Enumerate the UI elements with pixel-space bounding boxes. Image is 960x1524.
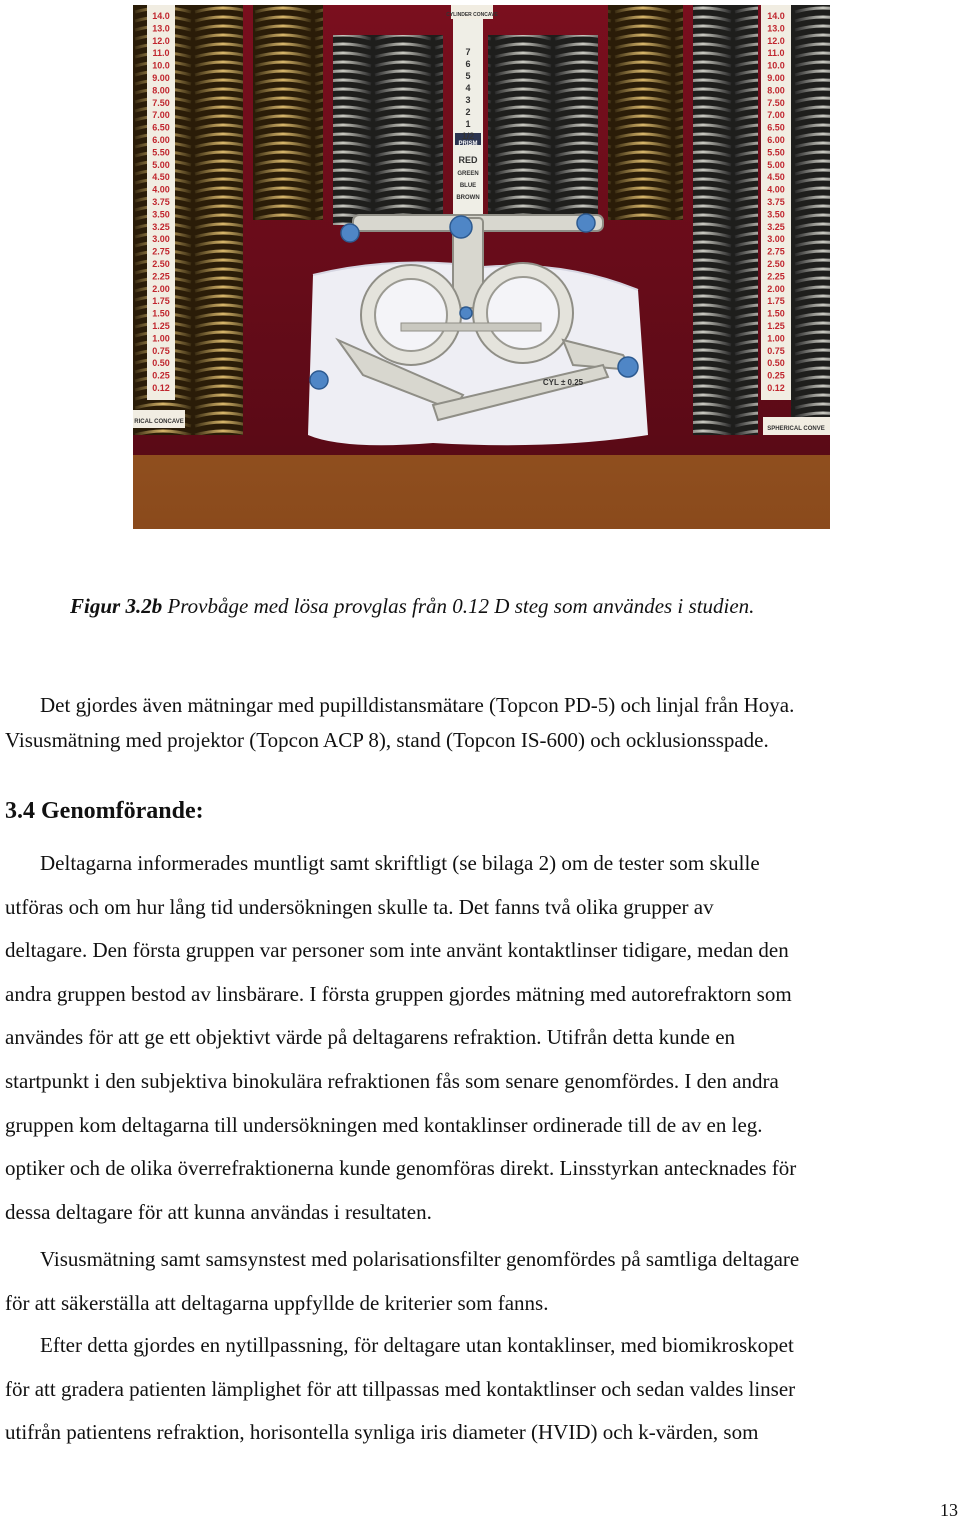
center-strip-label: 2 (465, 107, 471, 117)
right-scale-label: 0.25 (767, 370, 785, 381)
left-scale-label: 0.75 (152, 345, 170, 356)
right-scale-label: 4.00 (767, 184, 785, 195)
paragraph-visus (5, 1238, 960, 1325)
text-line: optiker och de olika överrefraktionerna kunde genomföras direkt. Linsstyrkan antecknades för (5, 1156, 797, 1181)
right-scale-label: 1.25 (767, 321, 785, 331)
center-strip-label: 1 (465, 119, 471, 129)
right-scale-label: 2.25 (767, 271, 785, 282)
right-scale-label: 9.00 (767, 73, 785, 83)
left-scale-label: 10.0 (152, 60, 170, 71)
page-number: 13 (940, 1500, 958, 1520)
paragraph-fitting (5, 1324, 960, 1455)
left-scale-label: 5.50 (152, 147, 170, 158)
left-scale-label: 1.00 (152, 333, 170, 344)
bottom-left-label: RICAL CONCAVE (134, 419, 184, 425)
caption-label: Figur 3.2b (70, 594, 163, 618)
left-scale-label: 1.75 (152, 296, 170, 307)
left-scale-label: 0.12 (152, 383, 170, 393)
right-scale-label: 3.25 (767, 221, 785, 232)
paragraph-equipment (5, 688, 960, 758)
paragraph-procedure (5, 842, 960, 1234)
text-line: deltagare. Den första gruppen var personer som inte använt kontaktlinser tidigare, medan den (5, 938, 789, 963)
center-strip-label: 7 (465, 47, 471, 57)
text-line: dessa deltagare för att kunna användas i resultaten. (5, 1199, 432, 1224)
left-scale-label: 14.0 (152, 11, 170, 21)
right-scale-label: 3.50 (767, 209, 785, 220)
center-strip-label: BROWN (456, 195, 480, 201)
text-line: utföras och om hur lång tid undersökningen skulle ta. Det fanns två olika grupper av (5, 894, 714, 919)
text-line: startpunkt i den subjektiva binokulära refraktionen fås som senare genomfördes. I den andra (5, 1068, 779, 1093)
center-strip-label: PRISM (458, 141, 478, 147)
left-scale-label: 8.00 (152, 85, 170, 96)
left-scale-label: 2.25 (152, 271, 170, 282)
text-line: utifrån patientens refraktion, horisontella synliga iris diameter (HVID) och k-värden, som (5, 1420, 759, 1445)
text-line: Det gjordes även mätningar med pupilldistansmätare (Topcon PD-5) och linjal från Hoya. (40, 693, 795, 717)
text-line: för att säkerställa att deltagarna uppfyllde de kriterier som fanns. (5, 1290, 549, 1315)
right-scale-label: 12.0 (767, 35, 785, 46)
left-scale-label: 7.00 (152, 110, 170, 121)
text-line: Efter detta gjordes en nytillpassning, för deltagare utan kontaklinser, med biomikroskopet (40, 1333, 794, 1357)
left-scale-label: 9.00 (152, 73, 170, 83)
right-scale-label: 3.75 (767, 197, 785, 207)
right-scale-label: 13.0 (767, 23, 785, 34)
left-scale-label: 3.50 (152, 209, 170, 220)
right-scale-label: 0.50 (767, 358, 785, 369)
left-scale-label: 1.25 (152, 321, 170, 331)
left-scale-label: 5.00 (152, 159, 170, 170)
right-scale-label: 1.00 (767, 333, 785, 344)
left-scale-label: 6.00 (152, 135, 170, 145)
trial-lens-set-illustration (133, 5, 830, 529)
center-strip-label: 3 (465, 95, 471, 105)
right-scale-label: 0.12 (767, 383, 785, 393)
top-center-label: CYLINDER CONCAVE (446, 12, 498, 18)
left-scale-label: 2.75 (152, 246, 170, 257)
right-scale-label: 2.00 (767, 283, 785, 294)
left-scale-label: 6.50 (152, 122, 170, 133)
text-line: för att gradera patienten lämplighet för att tillpassas med kontaktlinser och sedan valdes linser (5, 1376, 796, 1401)
center-strip-label: 4 (465, 83, 471, 93)
right-scale-label: 6.00 (767, 135, 785, 145)
text-line: gruppen kom deltagarna till undersökningen med kontaklinser ordinerade till de av en leg. (5, 1112, 763, 1137)
left-scale-label: 3.00 (152, 234, 170, 245)
right-scale-label: 5.00 (767, 159, 785, 170)
left-scale-label: 4.50 (152, 172, 170, 183)
left-scale-label: 3.25 (152, 221, 170, 232)
left-scale-label: 13.0 (152, 23, 170, 34)
figure-caption (70, 594, 754, 619)
right-scale-label: 7.50 (767, 97, 785, 108)
left-scale-label: 3.75 (152, 197, 170, 207)
left-scale-label: 11.0 (152, 48, 170, 59)
center-strip-label: 1/2 (461, 131, 475, 141)
right-scale-label: 1.50 (767, 308, 785, 319)
left-scale-label: 0.25 (152, 370, 170, 381)
center-strip-label: 5 (465, 71, 471, 81)
right-scale-label: 2.75 (767, 246, 785, 257)
caption-text: Provbåge med lösa provglas från 0.12 D steg som användes i studien. (162, 594, 755, 618)
bottom-right-label: SPHERICAL CONVE (767, 426, 825, 432)
right-scale-label: 6.50 (767, 122, 785, 133)
section-heading: 3.4 Genomförande: (5, 798, 204, 824)
text-line: Deltagarna informerades muntligt samt skriftligt (se bilaga 2) om de tester som skulle (40, 851, 760, 875)
text-line: Visusmätning med projektor (Topcon ACP 8), stand (Topcon IS-600) och ocklusionsspade. (5, 728, 769, 752)
left-scale-label: 12.0 (152, 35, 170, 46)
cyl-label: CYL ± 0.25 (542, 378, 584, 387)
left-scale-label: 7.50 (152, 97, 170, 108)
right-scale-label: 8.00 (767, 85, 785, 96)
trial-lens-set-photo (133, 5, 830, 529)
right-scale-label: 7.00 (767, 110, 785, 121)
right-scale-label: 2.50 (767, 259, 785, 269)
text-line: användes för att ge ett objektivt värde på deltagarens refraktion. Utifrån detta kunde en (5, 1025, 736, 1050)
left-scale-label: 1.50 (152, 308, 170, 319)
right-scale-label: 14.0 (767, 11, 785, 21)
center-strip-label: RED (458, 155, 478, 165)
right-scale-label: 5.50 (767, 147, 785, 158)
right-scale-label: 10.0 (767, 60, 785, 71)
left-scale-label: 4.00 (152, 184, 170, 195)
right-scale-label: 11.0 (767, 48, 785, 59)
left-scale-label: 2.00 (152, 283, 170, 294)
right-scale-label: 4.50 (767, 172, 785, 183)
right-scale-label: 3.00 (767, 234, 785, 245)
center-strip-label: GREEN (457, 171, 479, 177)
center-strip-label: BLUE (459, 183, 477, 189)
right-scale-label: 1.75 (767, 296, 785, 307)
text-line: Visusmätning samt samsynstest med polarisationsfilter genomfördes på samtliga deltagare (40, 1247, 800, 1271)
left-scale-label: 0.50 (152, 358, 170, 369)
left-scale-label: 2.50 (152, 259, 170, 269)
center-strip-label: 6 (465, 59, 471, 69)
right-scale-label: 0.75 (767, 345, 785, 356)
text-line: andra gruppen bestod av linsbärare. I första gruppen gjordes mätning med autorefraktorn som (5, 981, 792, 1006)
